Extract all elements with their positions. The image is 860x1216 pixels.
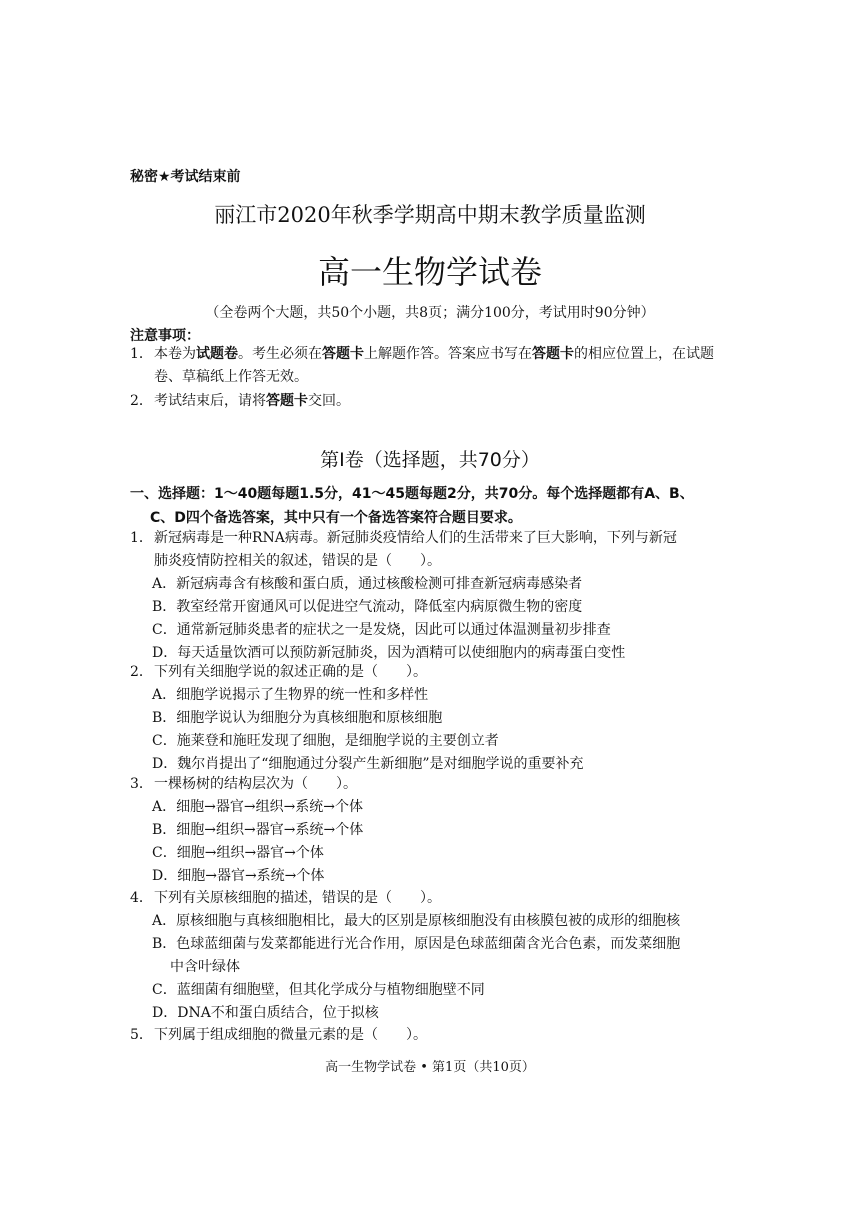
note-text-part: 交回。	[308, 393, 350, 409]
stem-line: 下列属于组成细胞的微量元素的是（ ）。	[154, 1027, 427, 1043]
note-text-part: 的相应位置上，在试题卷、草稿纸上作答无效。	[154, 346, 714, 385]
instruction-line: 一、选择题：1～40题每题1.5分，41～45题每题2分，共70分。每个选择题都有A、B、	[130, 486, 694, 502]
option-d: D．魏尔肖提出了“细胞通过分裂产生新细胞”是对细胞学说的重要补充	[152, 756, 584, 772]
note-text-part: 本卷为	[154, 346, 196, 362]
section-title: 第Ⅰ卷（选择题，共70分）	[320, 449, 540, 471]
note-bold-part: 答题卡	[532, 346, 574, 362]
note-bold-part: 答题卡	[266, 393, 308, 409]
question-number: 3．	[130, 776, 153, 792]
note-number: 1．	[130, 346, 153, 362]
notes-heading: 注意事项：	[130, 328, 200, 344]
page-footer: 高一生物学试卷 • 第1页（共10页）	[325, 1060, 535, 1075]
option-b: B．细胞→组织→器官→系统→个体	[152, 822, 364, 838]
confidential-mark: 秘密★考试结束前	[130, 169, 241, 185]
stem-line: 一棵杨树的结构层次为（ ）。	[154, 776, 357, 792]
question-number: 1．	[130, 530, 153, 546]
option-b: B．教室经常开窗通风可以促进空气流动，降低室内病原微生物的密度	[152, 599, 583, 615]
paper-title: 高一生物学试卷	[317, 253, 542, 291]
stem-line: 下列有关细胞学说的叙述正确的是（ ）。	[154, 664, 427, 680]
option-a: A．原核细胞与真核细胞相比，最大的区别是原核细胞没有由核膜包被的成形的细胞核	[152, 913, 681, 929]
note-text	[130, 390, 730, 413]
question-stem	[130, 887, 441, 907]
option-a: A．细胞学说揭示了生物界的统一性和多样性	[152, 687, 429, 703]
note-number: 2．	[130, 393, 153, 409]
option-c: C．细胞→组织→器官→个体	[152, 845, 324, 861]
question-stem	[130, 527, 677, 547]
note-text-part: 考试结束后，请将	[154, 393, 266, 409]
option-a: A．新冠病毒含有核酸和蛋白质，通过核酸检测可排查新冠病毒感染者	[152, 576, 583, 592]
question-stem	[130, 1024, 427, 1044]
option-c: C．施莱登和施旺发现了细胞，是细胞学说的主要创立者	[152, 733, 499, 749]
section-instruction	[130, 482, 730, 530]
question-number: 5．	[130, 1027, 153, 1043]
option-c: C．通常新冠肺炎患者的症状之一是发烧，因此可以通过体温测量初步排查	[152, 622, 611, 638]
question-stem	[130, 773, 357, 793]
option-d: D．细胞→器官→系统→个体	[152, 868, 325, 884]
stem-line: 新冠病毒是一种RNA病毒。新冠肺炎疫情给人们的生活带来了巨大影响，下列与新冠	[154, 530, 677, 546]
option-a: A．细胞→器官→组织→系统→个体	[152, 799, 364, 815]
option-d: D．每天适量饮酒可以预防新冠肺炎，因为酒精可以使细胞内的病毒蛋白变性	[152, 645, 626, 661]
note-item-1	[130, 343, 730, 389]
question-number: 4．	[130, 890, 153, 906]
option-b: B．细胞学说认为细胞分为真核细胞和原核细胞	[152, 710, 443, 726]
option-d: D．DNA不和蛋白质结合，位于拟核	[152, 1005, 379, 1021]
note-text-part: 。考生必须在	[238, 346, 322, 362]
stem-line: 下列有关原核细胞的描述，错误的是（ ）。	[154, 890, 441, 906]
option-c: C．蓝细菌有细胞壁，但其化学成分与植物细胞壁不同	[152, 982, 485, 998]
exam-header-title: 丽江市2020年秋季学期高中期末教学质量监测	[214, 203, 646, 227]
note-item-2	[130, 390, 730, 413]
question-stem	[130, 661, 427, 681]
question-number: 2．	[130, 664, 153, 680]
option-b: B．色球蓝细菌与发菜都能进行光合作用，原因是色球蓝细菌含光合色素，而发菜细胞	[152, 936, 681, 952]
exam-info: （全卷两个大题，共50个小题，共8页；满分100分，考试用时90分钟）	[205, 305, 655, 321]
note-text	[130, 343, 730, 389]
instruction-line: C、D四个备选答案，其中只有一个备选答案符合题目要求。	[150, 510, 522, 526]
note-bold-part: 试题卷	[196, 346, 238, 362]
option-b-continued: 中含叶绿体	[170, 959, 240, 975]
note-text-part: 上解题作答。答案应书写在	[364, 346, 532, 362]
stem-line: 肺炎疫情防控相关的叙述，错误的是（ ）。	[154, 553, 441, 569]
note-bold-part: 答题卡	[322, 346, 364, 362]
